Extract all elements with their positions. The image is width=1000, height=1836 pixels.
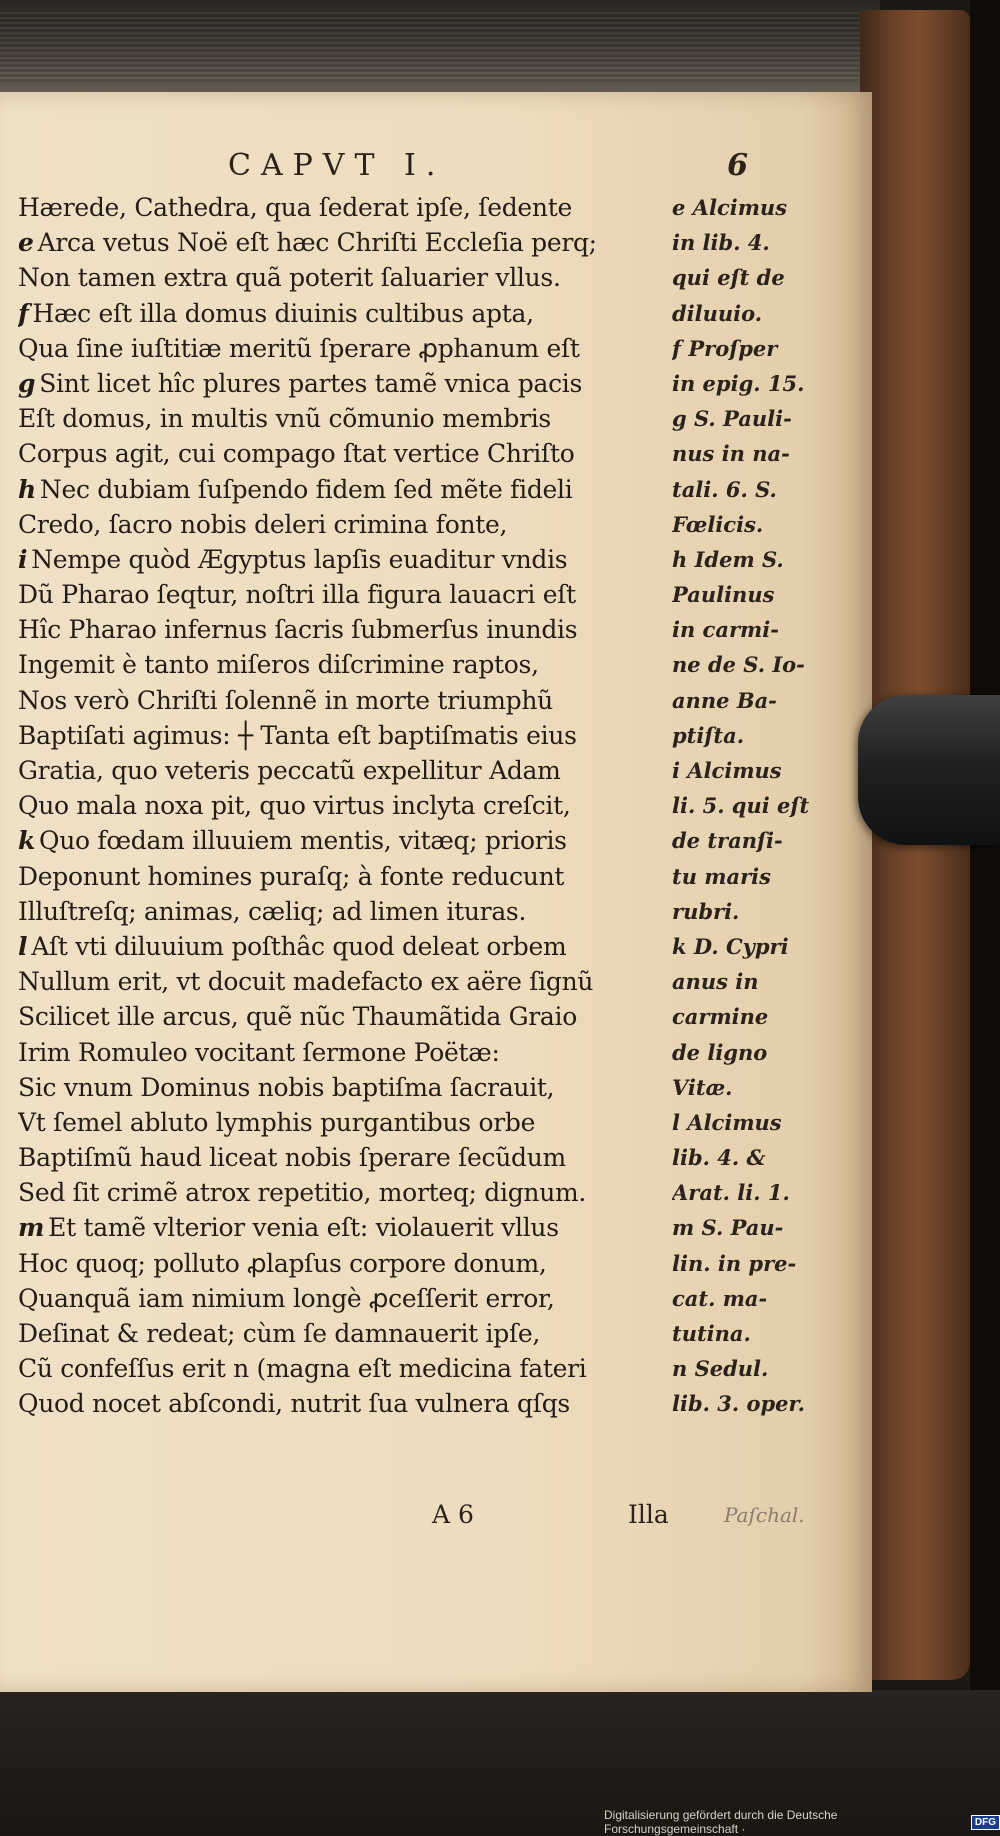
margin-note-line: ne de S. Io- [672, 652, 805, 678]
text-line [18, 999, 658, 1034]
line-text: Aſt vti diluuium poſthâc quod deleat orbem [31, 931, 567, 961]
text-line [18, 542, 658, 577]
margin-note-line: m S. Pau- [672, 1215, 784, 1241]
line-text: Ingemit è tanto miſeros diſcrimine raptos, [18, 650, 539, 680]
note-marker: f [18, 298, 29, 328]
line-text: Baptiſati agimus: ┼ Tanta eſt baptiſmatis eius [18, 720, 577, 750]
book-top-edge [0, 0, 880, 100]
text-line [18, 859, 658, 894]
margin-note-line: n Sedul. [672, 1356, 769, 1382]
line-text: Arca vetus Noë eſt hæc Chriſti Eccleſia perq; [37, 228, 597, 258]
margin-note-line: f Proſper [672, 335, 778, 361]
note-marker: m [18, 1213, 45, 1243]
text-line [18, 260, 658, 295]
signature-mark: A 6 [432, 1500, 474, 1529]
margin-note-line: tutina. [672, 1321, 751, 1346]
page-foot [0, 1500, 872, 1536]
margin-note-line: h Idem S. [672, 546, 784, 572]
leather-cover [860, 10, 970, 1680]
note-marker: k [18, 826, 36, 856]
line-text: Quanquã iam nimium longè ꝓceſſerit error, [18, 1283, 555, 1313]
line-text: Quo fœdam illuuiem mentis, vitæq; prioris [39, 826, 567, 856]
margin-note-line: Arat. li. 1. [672, 1180, 790, 1206]
text-line [18, 1140, 658, 1175]
line-text: Irim Romuleo vocitant ſermone Poëtæ: [18, 1037, 500, 1067]
margin-note-line: anus in [672, 969, 759, 995]
margin-note-line: diluuio. [672, 300, 763, 326]
book-page [0, 92, 872, 1692]
credit-text: Digitalisierung gefördert durch die Deutsche Forschungsgemeinschaft · [604, 1808, 838, 1836]
text-line [18, 366, 658, 401]
page-clip [858, 695, 1000, 845]
text-line [18, 964, 658, 999]
note-marker: h [18, 474, 36, 504]
note-marker: g [18, 368, 36, 398]
line-text: Hîc Pharao infernus ſacris ſubmerſus inundis [18, 615, 578, 645]
line-text: Hærede, Cathedra, qua ſederat ipſe, ſedente [18, 193, 572, 222]
margin-note-line: in lib. 4. [672, 230, 770, 256]
margin-note-line: Paulinus [672, 582, 775, 608]
text-line [18, 683, 658, 718]
margin-note-line: carmine [672, 1004, 769, 1030]
text-line [18, 1175, 658, 1210]
line-text: Eſt domus, in multis vnũ cõmunio membris [18, 404, 551, 434]
text-line [18, 1316, 658, 1351]
margin-note-line: i Alcimus [672, 758, 782, 783]
text-line [18, 1351, 658, 1386]
text-line [18, 1070, 658, 1105]
text-line [18, 823, 658, 858]
text-line [18, 929, 658, 964]
text-line [18, 331, 658, 366]
line-text: Et tamẽ vlterior venia eſt: violauerit vllus [48, 1213, 559, 1243]
text-line [18, 894, 658, 929]
note-marker: i [18, 544, 28, 574]
page-number: 6 [727, 148, 748, 183]
dfg-logo: DFG [971, 1815, 1000, 1830]
text-line [18, 436, 658, 471]
margin-note-line: e Alcimus [672, 195, 788, 220]
note-marker: l [18, 931, 28, 961]
faint-margin-note: Paſchal. [724, 1503, 805, 1527]
line-text: Nullum erit, vt docuit madefacto ex aëre ſignũ [18, 967, 594, 997]
margin-note-line: tali. 6. S. [672, 476, 777, 502]
note-marker: e [18, 228, 34, 258]
margin-note-line: lin. in pre- [672, 1250, 797, 1276]
margin-note-line: de ligno [672, 1039, 768, 1065]
text-line [18, 788, 658, 823]
margin-note-line: Fœlicis. [672, 511, 764, 537]
line-text: Illuſtreſq; animas, cæliq; ad limen ituras. [18, 896, 527, 926]
margin-note-line: de tranſi- [672, 828, 783, 854]
line-text: Gratia, quo veteris peccatũ expellitur Adam [18, 756, 561, 785]
margin-note-line: lib. 4. & [672, 1145, 766, 1171]
background-edge [970, 0, 1000, 1835]
margin-note-line: k D. Cypri [672, 933, 789, 959]
line-text: Non tamen extra quã poterit ſaluarier vllus. [18, 263, 561, 293]
line-text: Deponunt homines puraſq; à fonte reducunt [18, 861, 565, 891]
line-text: Quo mala noxa pit, quo virtus inclyta creſcit, [18, 791, 571, 821]
margin-note-line: qui eſt de [672, 265, 785, 291]
margin-note-line: nus in na- [672, 441, 790, 467]
margin-note-line: tu maris [672, 863, 771, 889]
margin-note-line: g S. Pauli- [672, 406, 792, 432]
text-line [18, 190, 658, 225]
line-text: Quod nocet abſcondi, nutrit ſua vulnera qſqs [18, 1389, 570, 1419]
text-line [18, 296, 658, 331]
text-line [18, 718, 658, 753]
margin-note-line: cat. ma- [672, 1285, 768, 1311]
body-text [18, 190, 658, 1422]
margin-note-line: lib. 3. oper. [672, 1391, 805, 1417]
text-line [18, 225, 658, 260]
line-text: Sic vnum Dominus nobis baptiſma ſacrauit, [18, 1072, 555, 1102]
line-text: Baptiſmũ haud liceat nobis ſperare ſecũdum [18, 1143, 566, 1173]
margin-note-line: anne Ba- [672, 687, 777, 713]
digitization-credit [604, 1808, 1000, 1836]
line-text: Credo, ſacro nobis deleri crimina fonte, [18, 509, 508, 539]
text-line [18, 1281, 658, 1316]
margin-note-line: in carmi- [672, 617, 779, 643]
line-text: Sed ſit crimẽ atrox repetitio, morteq; dignum. [18, 1178, 587, 1208]
line-text: Hoc quoq; polluto ꝓlapſus corpore donum, [18, 1248, 547, 1278]
text-line [18, 401, 658, 436]
line-text: Hæc eſt illa domus diuinis cultibus apta, [32, 298, 534, 328]
margin-note-line: li. 5. qui eſt [672, 793, 810, 819]
text-line [18, 1246, 658, 1281]
margin-note-line: ptiſta. [672, 722, 745, 748]
text-line [18, 577, 658, 612]
page-header [228, 148, 748, 188]
margin-note-line: in epig. 15. [672, 370, 805, 396]
line-text: Sint licet hîc plures partes tamẽ vnica pacis [39, 368, 583, 398]
line-text: Nos verò Chriſti ſolennẽ in morte triumphũ [18, 685, 553, 715]
margin-note-line: l Alcimus [672, 1109, 782, 1135]
line-text: Vt ſemel abluto lymphis purgantibus orbe [18, 1107, 536, 1137]
text-line [18, 753, 658, 788]
line-text: Nec dubiam ſuſpendo fidem ſed mẽte fideli [39, 474, 573, 504]
running-title: CAPVT I. [228, 148, 446, 183]
line-text: Dũ Pharao ſeqtur, noſtri illa figura lauacri eſt [18, 580, 576, 610]
line-text: Scilicet ille arcus, quẽ nũc Thaumãtida Graio [18, 1002, 577, 1032]
margin-note-line: Vitæ. [672, 1074, 733, 1100]
text-line [18, 1386, 658, 1421]
text-line [18, 1105, 658, 1140]
text-line [18, 472, 658, 507]
line-text: Deſinat & redeat; cùm ſe damnauerit ipſe, [18, 1319, 541, 1348]
catchword: Illa [628, 1500, 669, 1529]
text-line [18, 507, 658, 542]
text-line [18, 647, 658, 682]
margin-notes [672, 190, 862, 1422]
line-text: Corpus agit, cui compago ſtat vertice Chriſto [18, 439, 575, 469]
text-line [18, 1210, 658, 1245]
line-text: Cũ confeſſus erit n (magna eſt medicina fateri [18, 1354, 587, 1384]
line-text: Qua ſine iuſtitiæ meritũ ſperare ꝓphanum eſt [18, 333, 580, 363]
margin-note-line: rubri. [672, 898, 740, 924]
text-line [18, 1035, 658, 1070]
text-line [18, 612, 658, 647]
line-text: Nempe quòd Ægyptus lapſis euaditur vndis [31, 544, 568, 574]
